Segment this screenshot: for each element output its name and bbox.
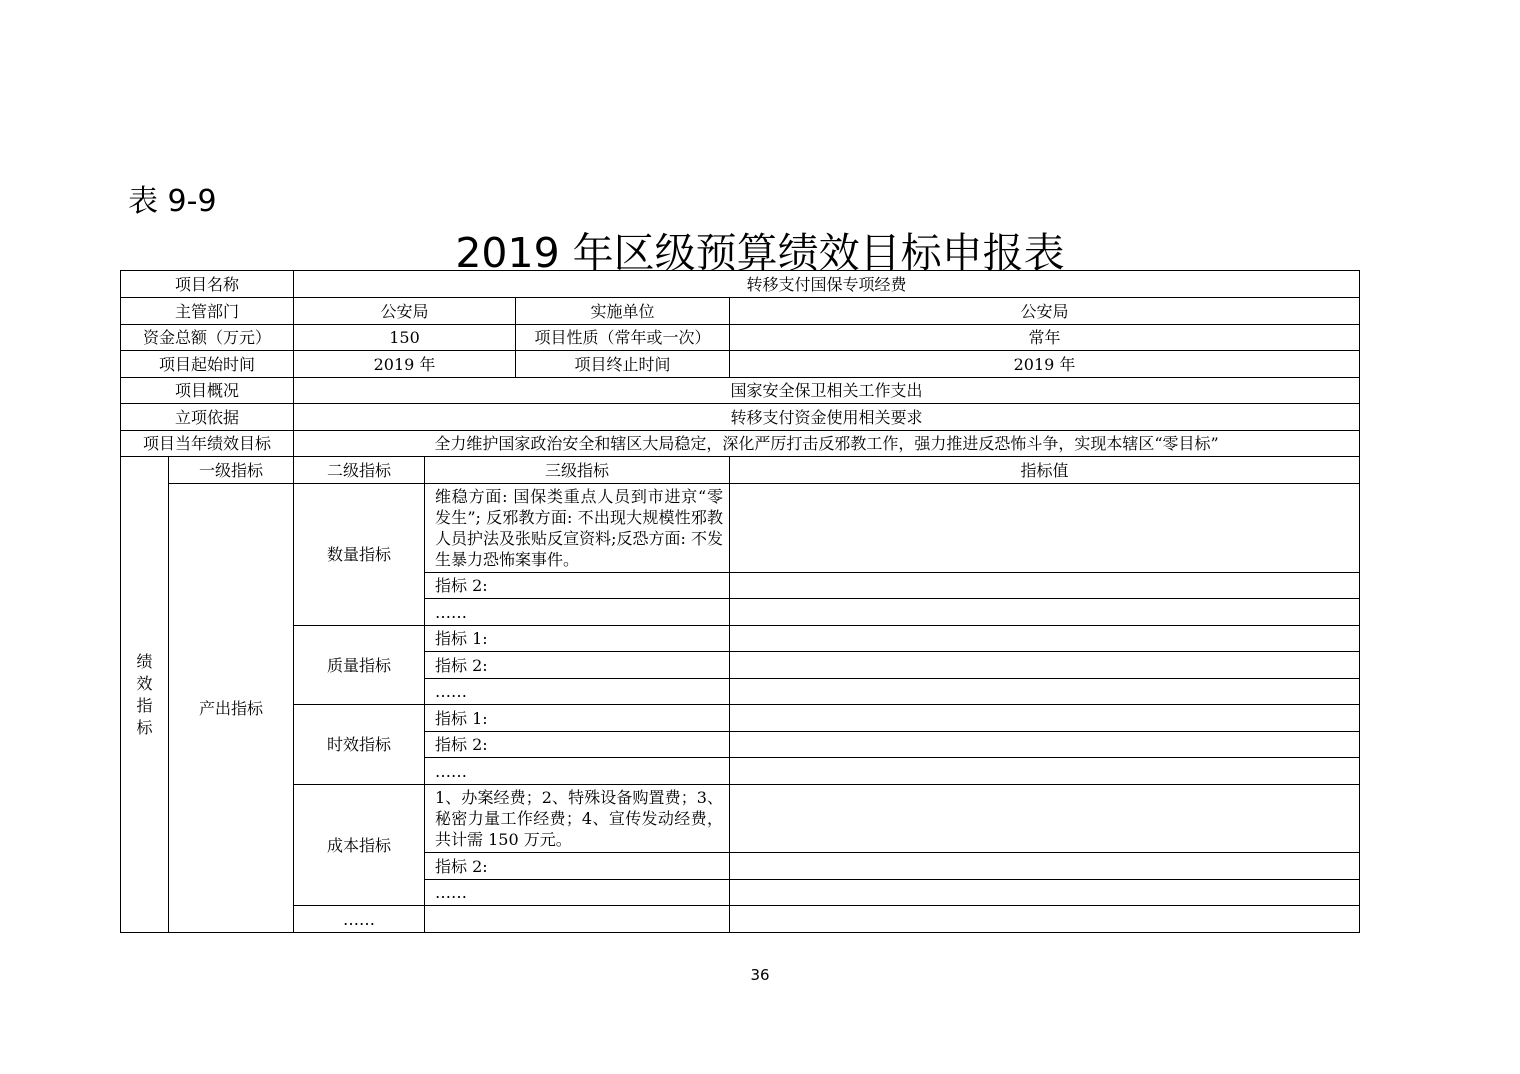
table-row [121, 404, 1360, 431]
quality-level3-3: …… [425, 679, 730, 705]
output-indicator: 产出指标 [169, 484, 294, 933]
value-cell [730, 484, 1360, 573]
impl-value: 公安局 [730, 298, 1360, 325]
table-row [121, 431, 1360, 457]
table-row [121, 457, 1360, 484]
quality-indicator: 质量指标 [294, 626, 425, 705]
project-name-label: 项目名称 [121, 271, 294, 298]
page-number: 36 [750, 966, 770, 984]
label-char: 绩 [136, 651, 153, 671]
project-name-value: 转移支付国保专项经费 [294, 271, 1360, 298]
table-row [121, 378, 1360, 404]
dept-label: 主管部门 [121, 298, 294, 325]
table-row [121, 325, 1360, 351]
dept-value: 公安局 [294, 298, 516, 325]
level1-header: 一级指标 [169, 457, 294, 484]
quantity-level3-3: …… [425, 599, 730, 626]
level2-header: 二级指标 [294, 457, 425, 484]
document-title: 2019 年区级预算绩效目标申报表 [455, 229, 1065, 277]
quantity-level3-1: 维稳方面: 国保类重点人员到市进京“零发生”; 反邪教方面: 不出现大规模性邪教人员护法及张贴反宣资料;反恐方面: 不发生暴力恐怖案事件。 [425, 484, 730, 573]
label-char: 指 [136, 695, 153, 715]
table-row [121, 705, 1360, 732]
nature-value: 常年 [730, 325, 1360, 351]
cost-level3-3: …… [425, 880, 730, 906]
value-cell [730, 785, 1360, 853]
value-cell [730, 732, 1360, 758]
more-level2: …… [294, 906, 425, 933]
start-value: 2019 年 [294, 351, 516, 378]
timeliness-level3-3: …… [425, 758, 730, 785]
timeliness-indicator: 时效指标 [294, 705, 425, 785]
level3-header: 三级指标 [425, 457, 730, 484]
label-char: 标 [136, 717, 153, 737]
label-char: 效 [136, 673, 153, 693]
quantity-indicator: 数量指标 [294, 484, 425, 626]
table-row [121, 906, 1360, 933]
value-cell [730, 705, 1360, 732]
table-number-label: 表 9-9 [128, 184, 217, 219]
value-cell [730, 880, 1360, 906]
table-row [121, 484, 1360, 573]
table-row [121, 298, 1360, 325]
table-row [121, 351, 1360, 378]
value-cell [730, 853, 1360, 880]
value-cell [730, 599, 1360, 626]
value-cell [730, 758, 1360, 785]
timeliness-level3-2: 指标 2: [425, 732, 730, 758]
fund-value: 150 [294, 325, 516, 351]
end-label: 项目终止时间 [516, 351, 730, 378]
cost-level3-1: 1、办案经费；2、特殊设备购置费；3、秘密力量工作经费；4、宣传发动经费，共计需 150 万元。 [425, 785, 730, 853]
value-cell [730, 652, 1360, 679]
budget-performance-table [120, 270, 1360, 933]
value-cell [730, 906, 1360, 933]
end-value: 2019 年 [730, 351, 1360, 378]
value-cell [730, 679, 1360, 705]
overview-value: 国家安全保卫相关工作支出 [294, 378, 1360, 404]
value-header: 指标值 [730, 457, 1360, 484]
overview-label: 项目概况 [121, 378, 294, 404]
timeliness-level3-1: 指标 1: [425, 705, 730, 732]
quality-level3-2: 指标 2: [425, 652, 730, 679]
basis-value: 转移支付资金使用相关要求 [294, 404, 1360, 431]
start-label: 项目起始时间 [121, 351, 294, 378]
cost-level3-2: 指标 2: [425, 853, 730, 880]
nature-label: 项目性质（常年或一次） [516, 325, 730, 351]
performance-indicators-label [121, 457, 169, 933]
table-row [121, 271, 1360, 298]
basis-label: 立项依据 [121, 404, 294, 431]
level3-cell [425, 906, 730, 933]
value-cell [730, 573, 1360, 599]
goal-label: 项目当年绩效目标 [121, 431, 294, 457]
value-cell [730, 626, 1360, 652]
goal-value: 全力维护国家政治安全和辖区大局稳定，深化严厉打击反邪教工作，强力推进反恐怖斗争，实现本辖区“零目标” [294, 431, 1360, 457]
impl-label: 实施单位 [516, 298, 730, 325]
table-row [121, 785, 1360, 853]
table-row [121, 626, 1360, 652]
quality-level3-1: 指标 1: [425, 626, 730, 652]
quantity-level3-2: 指标 2: [425, 573, 730, 599]
cost-indicator: 成本指标 [294, 785, 425, 906]
fund-label: 资金总额（万元） [121, 325, 294, 351]
